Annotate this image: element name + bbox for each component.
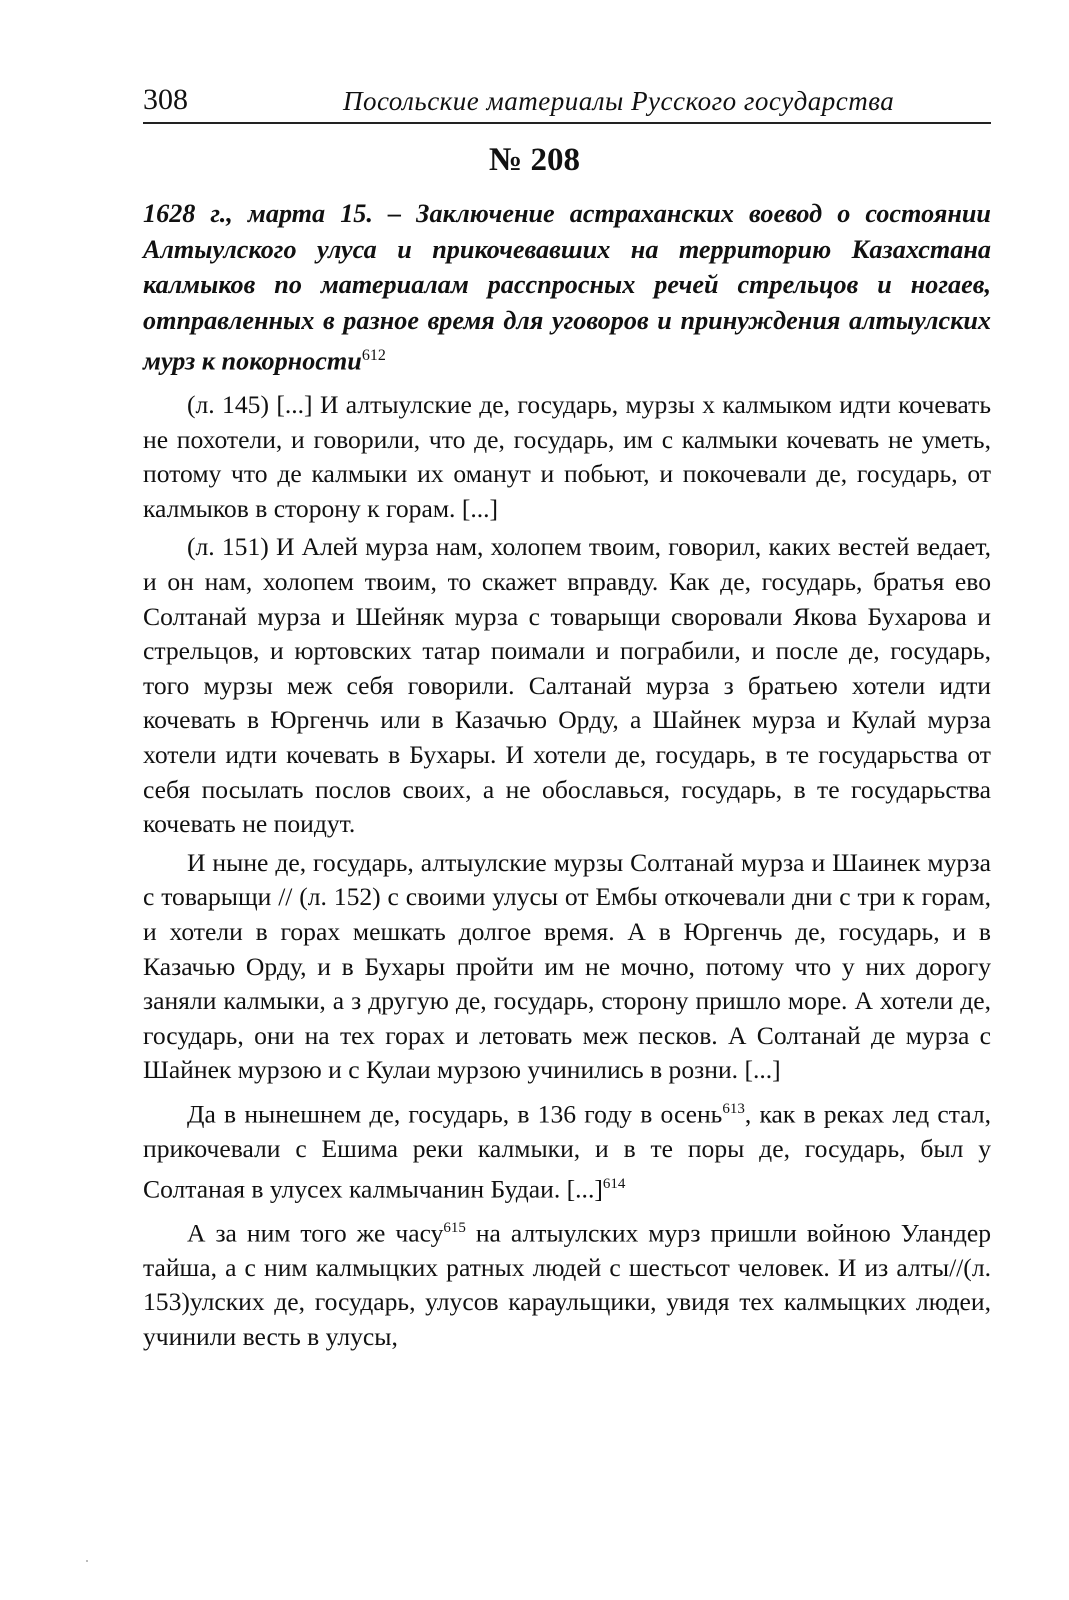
paragraph: (л. 151) И Алей мурза нам, холопем твоим, говорил, каких вестей ведает, и он нам, холопем твоим, то скажет вправду. Как де, государь, братья ево Солтанай мурза и Шейняк мурза с товарыщи своровали Якова Бухарова и стрельцов, и юртовских татар поимали и пограбили, и после де, государь, того мурзы меж себя говорили. Салтанай мурза з братьею хотели идти кочевать в Юргенчь или в Казачью Орду, а Шайнек мурза и Кулай мурза хотели идти кочевать в Бухары. И хотели де, государь, в те государьства от себя посылать послов своих, а не обославься, государь, в те государьства кочевать не поидут.	[143, 532, 991, 839]
paragraph: (л. 145) [...] И алтыулские де, государь, мурзы х калмыком идти кочевать не похотели, и говорили, что де, государь, им с калмыки кочевать не уметь, потому что де калмыки их оманут и побьют, и покочевали де, государь, от калмыков в сторону к горам. [...]	[143, 390, 991, 523]
paragraph-text: Да в нынешнем де, государь, в 136 году в осень	[187, 1099, 723, 1129]
paragraph: И ныне де, государь, алтыулские мурзы Солтанай мурза и Шаинек мурза с товарыщи // (л. 152) с своими улусы от Ембы откочевали дни с три к горам, и хотели в горах мешкать долгое время. А в Юргенчь де, государь, и в Казачью Орду, и в Бухары пройти им не мочно, потому что у них дорогу заняли калмыки, а з другую де, государь, сторону пришло море. А хотели де, государь, они на тех горах и летовать меж песков. А Солтанай де мурза с Шайнек мурзою и с Кулаи мурзою учинились в розни. [...]	[143, 847, 991, 1085]
footnote-ref: 615	[443, 1219, 466, 1236]
paragraph-text: , как в реках лед стал, прикочевали с Ешима реки калмыки, и в те поры де, государь, был у Солтаная в улусех калмычанин Будаи. [...]	[143, 1099, 991, 1204]
page-number: 308	[143, 83, 188, 116]
paragraph-text: А за ним того же часу	[187, 1218, 444, 1248]
document-body	[143, 388, 991, 1355]
paragraph-text: на алтыулских мурз пришли войною Уландер тайша, а с ним калмыцких ратных людей с шестьсот человек. И из алты//(л. 153)улских де, государь, улусов караульщики, увидя тех калмыцких людеи, учинили весть в улусы,	[143, 1218, 991, 1352]
header-rule	[143, 122, 991, 124]
running-header	[143, 82, 991, 122]
footnote-ref: 614	[602, 1175, 626, 1192]
footnote-ref: 612	[361, 347, 386, 364]
document-heading	[143, 196, 991, 379]
paragraph	[143, 1092, 991, 1207]
scan-speck	[86, 1560, 88, 1562]
running-title: Посольские материалы Русского государства	[343, 86, 895, 116]
paragraph	[143, 1211, 991, 1355]
footnote-ref: 613	[722, 1100, 745, 1117]
heading-text: 1628 г., марта 15. – Заключение астраханских воевод о состоянии Алтыулского улуса и прикочевавших на территорию Казахстана калмыков по материалам расспросных речей стрельцов и ногаев, отправленных в разное время для уговоров и принуждения алтыулских мурз к покорности	[143, 199, 991, 376]
document-number: № 208	[489, 142, 580, 178]
